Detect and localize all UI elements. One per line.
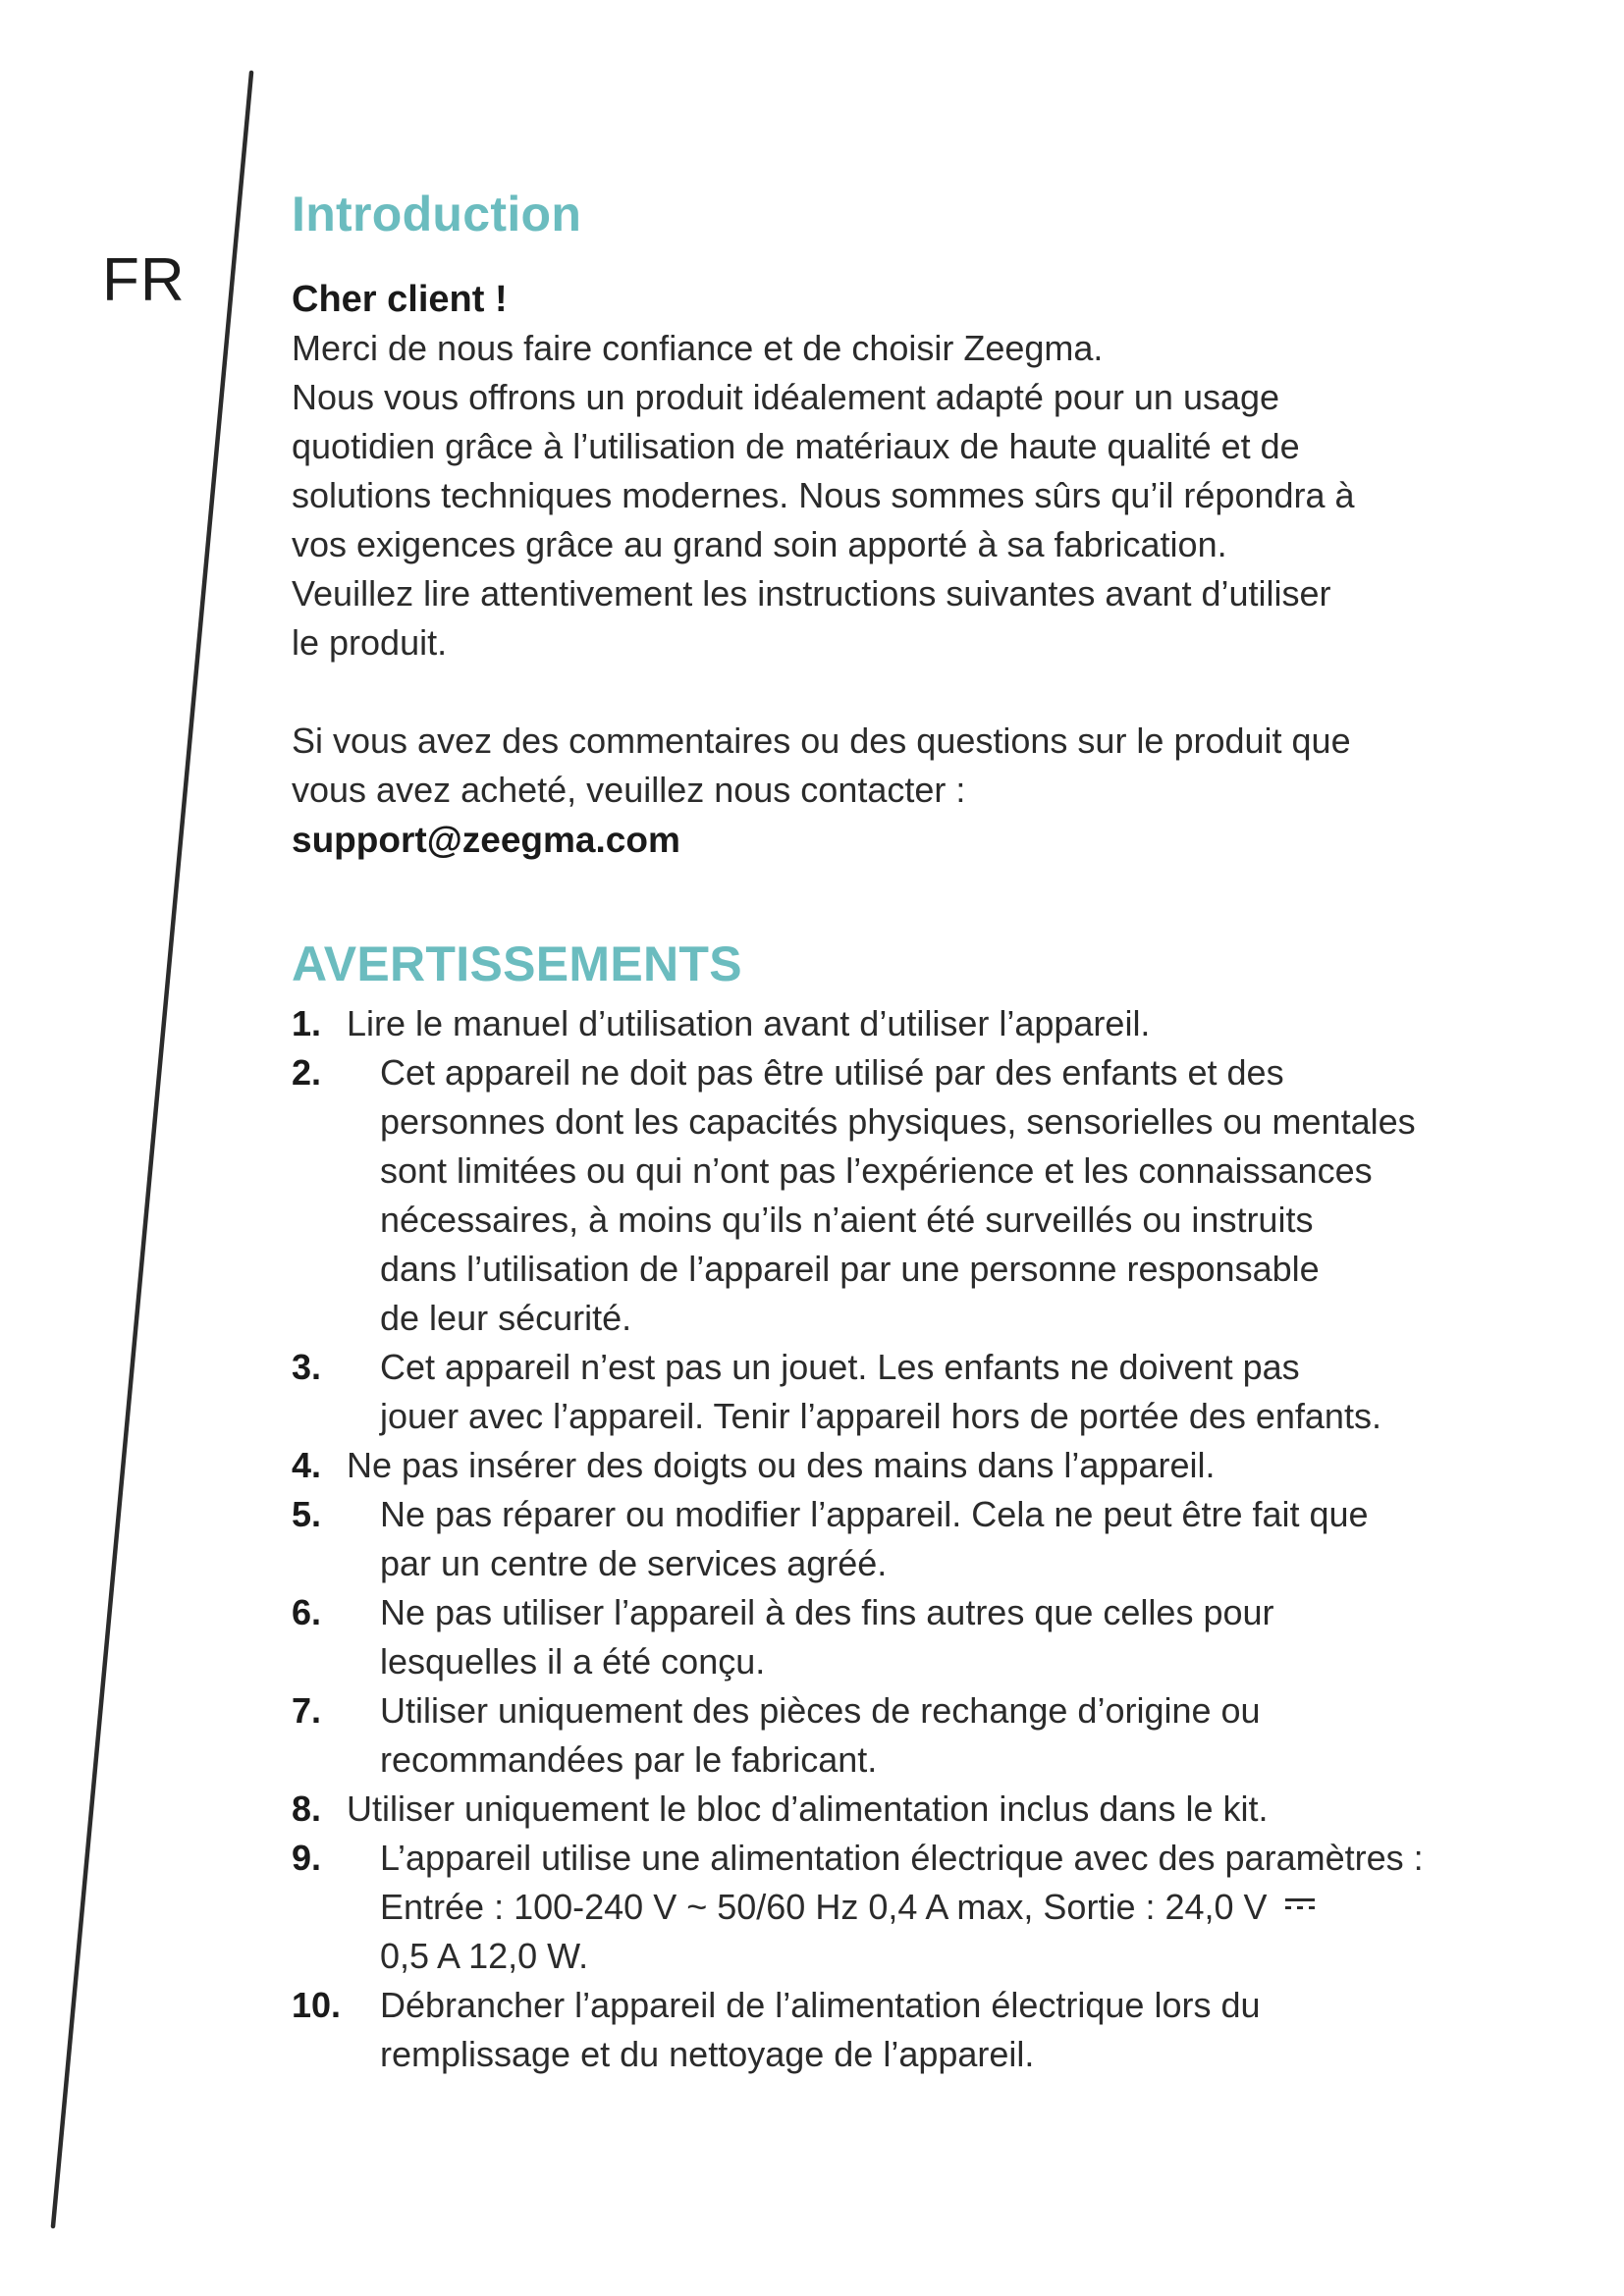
warning-item-2 <box>292 1048 1529 1343</box>
text-line: Cet appareil ne doit pas être utilisé par des enfants et des <box>380 1052 1284 1093</box>
text-line: Merci de nous faire confiance et de choisir Zeegma. <box>292 328 1104 368</box>
warning-item-4 <box>292 1441 1529 1490</box>
text-line: vous avez acheté, veuillez nous contacter : <box>292 770 966 810</box>
warning-number: 2. <box>292 1052 322 1093</box>
warning-number: 6. <box>292 1592 322 1632</box>
warning-text <box>380 1343 1529 1441</box>
warning-item-6 <box>292 1588 1529 1686</box>
warning-item-9 <box>292 1834 1529 1981</box>
text-line: Si vous avez des commentaires ou des questions sur le produit que <box>292 721 1351 761</box>
intro-paragraph-1 <box>292 324 1529 667</box>
text-line: lesquelles il a été conçu. <box>380 1641 766 1682</box>
text-line: Ne pas insérer des doigts ou des mains dans l’appareil. <box>347 1445 1216 1485</box>
warning-number: 5. <box>292 1494 322 1534</box>
warning-text <box>380 1981 1529 2079</box>
text-line: Entrée : 100-240 V ~ 50/60 Hz 0,4 A max, Sortie : 24,0 V <box>380 1887 1268 1927</box>
text-line: Ne pas réparer ou modifier l’appareil. Cela ne peut être fait que <box>380 1494 1369 1534</box>
warning-text <box>347 1785 1529 1834</box>
warning-number: 3. <box>292 1347 322 1387</box>
text-line: personnes dont les capacités physiques, sensorielles ou mentales <box>380 1101 1416 1142</box>
warning-text <box>380 1490 1529 1588</box>
text-line: Utiliser uniquement des pièces de rechange d’origine ou <box>380 1690 1261 1731</box>
intro-heading: Introduction <box>292 187 582 241</box>
warning-item-8 <box>292 1785 1529 1834</box>
text-line: Nous vous offrons un produit idéalement adapté pour un usage <box>292 377 1280 417</box>
direct-current-icon <box>1285 1898 1315 1912</box>
content-column <box>292 183 1529 2079</box>
text-line: remplissage et du nettoyage de l’appareil. <box>380 2034 1035 2074</box>
warnings-list <box>292 999 1529 2079</box>
text-line: jouer avec l’appareil. Tenir l’appareil hors de portée des enfants. <box>380 1396 1381 1436</box>
text-line: le produit. <box>292 622 448 663</box>
greeting: Cher client ! <box>292 279 508 320</box>
text-line: Cet appareil n’est pas un jouet. Les enfants ne doivent pas <box>380 1347 1300 1387</box>
warning-number: 1. <box>292 1003 322 1043</box>
warning-number: 4. <box>292 1445 322 1485</box>
text-line: dans l’utilisation de l’appareil par une personne responsable <box>380 1249 1320 1289</box>
warning-text <box>347 999 1529 1048</box>
text-line: nécessaires, à moins qu’ils n’aient été surveillés ou instruits <box>380 1200 1314 1240</box>
text-line: Lire le manuel d’utilisation avant d’utiliser l’appareil. <box>347 1003 1151 1043</box>
text-line: 0,5 A 12,0 W. <box>380 1936 589 1976</box>
text-line: Débrancher l’appareil de l’alimentation électrique lors du <box>380 1985 1261 2025</box>
language-label: FR <box>102 246 186 314</box>
text-line: de leur sécurité. <box>380 1298 632 1338</box>
warnings-heading: AVERTISSEMENTS <box>292 936 742 991</box>
warning-item-3 <box>292 1343 1529 1441</box>
warning-number: 7. <box>292 1690 322 1731</box>
text-line: vos exigences grâce au grand soin apporté à sa fabrication. <box>292 524 1227 564</box>
warning-text <box>380 1048 1529 1343</box>
warning-text <box>347 1441 1529 1490</box>
text-line: Utiliser uniquement le bloc d’alimentation inclus dans le kit. <box>347 1789 1269 1829</box>
paragraph-spacer <box>292 667 1529 717</box>
text-line: L’appareil utilise une alimentation électrique avec des paramètres : <box>380 1838 1424 1878</box>
warning-item-10 <box>292 1981 1529 2079</box>
warning-number: 8. <box>292 1789 322 1829</box>
text-line: par un centre de services agréé. <box>380 1543 888 1583</box>
text-line: sont limitées ou qui n’ont pas l’expérience et les connaissances <box>380 1150 1373 1191</box>
intro-paragraph-2 <box>292 717 1529 815</box>
warning-text <box>380 1834 1529 1981</box>
text-line: recommandées par le fabricant. <box>380 1739 878 1780</box>
text-line: Ne pas utiliser l’appareil à des fins autres que celles pour <box>380 1592 1274 1632</box>
warning-number: 9. <box>292 1838 322 1878</box>
warning-item-1 <box>292 999 1529 1048</box>
text-line: quotidien grâce à l’utilisation de matériaux de haute qualité et de <box>292 426 1300 466</box>
warning-item-5 <box>292 1490 1529 1588</box>
warning-text <box>380 1588 1529 1686</box>
text-line: solutions techniques modernes. Nous sommes sûrs qu’il répondra à <box>292 475 1355 515</box>
warning-number: 10. <box>292 1985 342 2025</box>
support-email: support@zeegma.com <box>292 820 680 860</box>
warning-item-7 <box>292 1686 1529 1785</box>
text-line: Veuillez lire attentivement les instructions suivantes avant d’utiliser <box>292 573 1331 614</box>
text-line-with-symbol <box>380 1883 1529 1932</box>
warning-text <box>380 1686 1529 1785</box>
